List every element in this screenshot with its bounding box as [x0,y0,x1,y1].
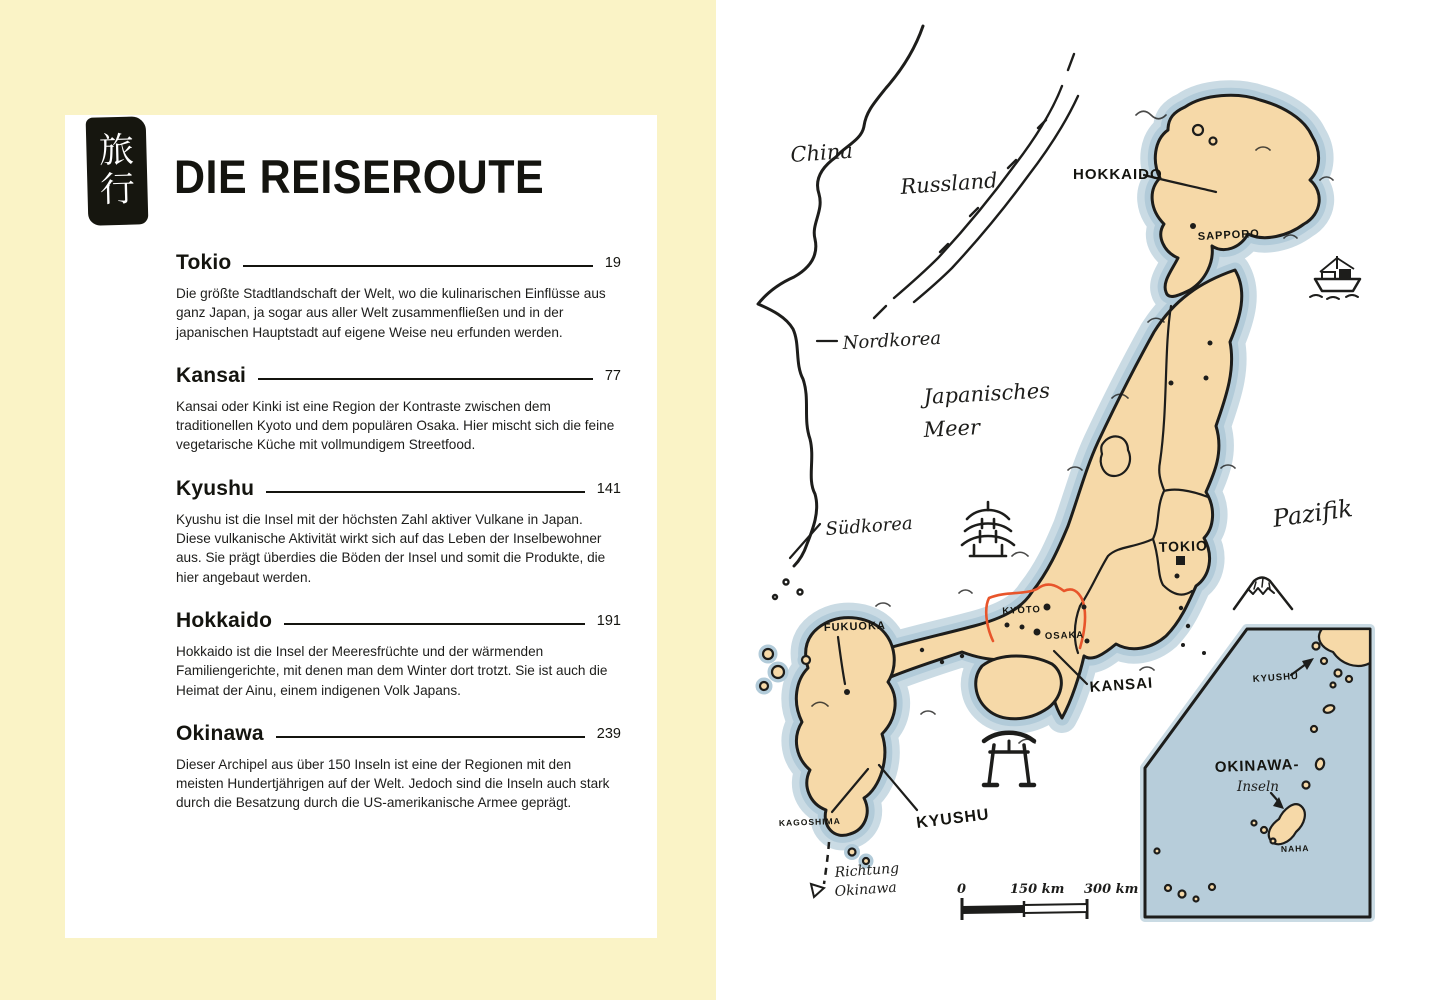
toc-page-number: 239 [596,725,621,742]
toc-description: Die größte Stadtlandschaft der Welt, wo die kulinarischen Einflüsse aus ganz Japan, ja sogar aus aller Welt zusammenfließen und in der japanischen Hauptstadt auf eigene Weise neu erfunden werden. [176,286,606,340]
sado-island [1101,436,1130,476]
toc-chapter-label: Kyushu [176,476,255,500]
inset-kyushu-label: KYUSHU [1252,670,1300,685]
toc-description: Kansai oder Kinki ist eine Region der Kontraste zwischen dem traditionellen Kyoto und dem populären Osaka. Hier mischt sich die feine vegetarische Küche mit vollmundigem Streetfood. [176,398,615,453]
toc-entry-okinawa [176,722,621,813]
toc-page-number: 19 [604,255,621,271]
torii-gate-icon [984,733,1034,785]
direction-note-line1: Richtung [834,860,900,881]
toc-description: Kyushu ist die Insel mit der höchsten Zahl aktiver Vulkane in Japan. Diese vulkanische Aktivität wirkt sich auf das Leben der Inselbewohner aus. Sie prägt überdies die Böden der Insel und somit die Produkte, die hier angebaut werden. [176,511,606,585]
hokkaido-label: HOKKAIDO [1073,166,1163,183]
toc-entry-hokkaido [176,609,621,700]
leader-line [258,378,593,380]
kyoto-marker [1044,604,1051,611]
asia-coastline [758,26,1078,599]
russland-label: Russland [899,168,999,199]
osaka-marker [1034,629,1041,636]
mount-fuji-icon [1234,578,1292,610]
page-header [87,117,544,225]
toc-row [176,722,621,746]
scale-mid-label: 150 km [1010,882,1065,897]
toc-description: Dieser Archipel aus über 150 Inseln ist eine der Regionen mit den meisten Hundertjährigen auf der Welt. Jedoch sind die Inseln auch stark durch die Besatzung durch die US-amerikanische Armee geprägt. [176,756,610,811]
page-title: DIE REISEROUTE [174,151,545,204]
sapporo-label: SAPPORO [1197,227,1261,243]
left-page-background [0,0,716,1000]
kanji-top: 旅 [98,130,135,172]
direction-note-line2: Okinawa [834,879,898,900]
shikoku-island [976,656,1062,719]
kyoto-label: KYOTO [1002,604,1042,618]
toc-chapter-label: Okinawa [176,721,264,745]
scale-end-label: 300 km [1084,882,1139,897]
toc-chapter-label: Tokio [176,251,232,274]
fishing-boat-icon [1310,256,1360,299]
toc-page-number: 191 [596,612,621,629]
leader-line [266,491,585,493]
direction-arrowhead [811,884,824,897]
leader-line [243,265,592,267]
kyushu-label: KYUSHU [915,806,991,832]
toc-description: Hokkaido ist die Insel der Meeresfrüchte und der wärmenden Familiengerichte, mit denen man dem Winter dort trotzt. Sie ist auch die Heimat der Ainu, einem indigenen Volk Japans. [176,643,608,698]
toc-row [176,251,621,275]
inset-okinawa-label: OKINAWA- [1214,756,1300,776]
table-of-contents [176,251,621,835]
tokio-label: TOKIO [1158,537,1209,555]
japanisches-meer-label-line2: Meer [923,415,981,442]
leader-line [284,623,585,625]
toc-entry-tokio [176,251,621,342]
travel-kanji-badge [86,116,149,226]
toc-chapter-label: Kansai [176,363,247,387]
sapporo-marker [1190,223,1196,229]
china-label: China [789,138,854,167]
okinawa-inset [1145,629,1370,917]
toc-page-number: 77 [604,367,621,384]
toc-row [176,609,621,633]
fukuoka-marker [844,689,850,695]
toc-page-number: 141 [596,480,621,497]
japanisches-meer-label-line1: Japanisches [923,378,1051,409]
inset-inseln-label: Inseln [1237,779,1279,795]
map-page [716,0,1433,1000]
toc-row [176,364,621,388]
tokio-marker [1176,556,1185,565]
toc-entry-kansai [176,364,621,455]
leader-line [276,736,585,738]
scale-zero-label: 0 [957,882,967,897]
nordkorea-label: Nordkorea [842,327,942,354]
toc-row [176,477,621,501]
inset-naha-label: NAHA [1280,843,1310,854]
map-scale-bar [957,882,1138,920]
suedkorea-label: Südkorea [824,512,914,540]
pagoda-icon [962,502,1014,556]
osaka-label: OSAKA [1044,629,1085,642]
kagoshima-label: KAGOSHIMA [778,815,841,828]
toc-page [65,115,657,938]
toc-entry-kyushu [176,477,621,587]
toc-chapter-label: Hokkaido [176,608,273,632]
russia-coast-line-2 [914,96,1078,302]
pazifik-label: Pazifik [1270,494,1355,533]
kansai-label: KANSAI [1089,674,1154,696]
kanji-bottom: 行 [99,169,136,211]
fukuoka-label: FUKUOKA [823,619,887,634]
japan-map [716,0,1433,1000]
